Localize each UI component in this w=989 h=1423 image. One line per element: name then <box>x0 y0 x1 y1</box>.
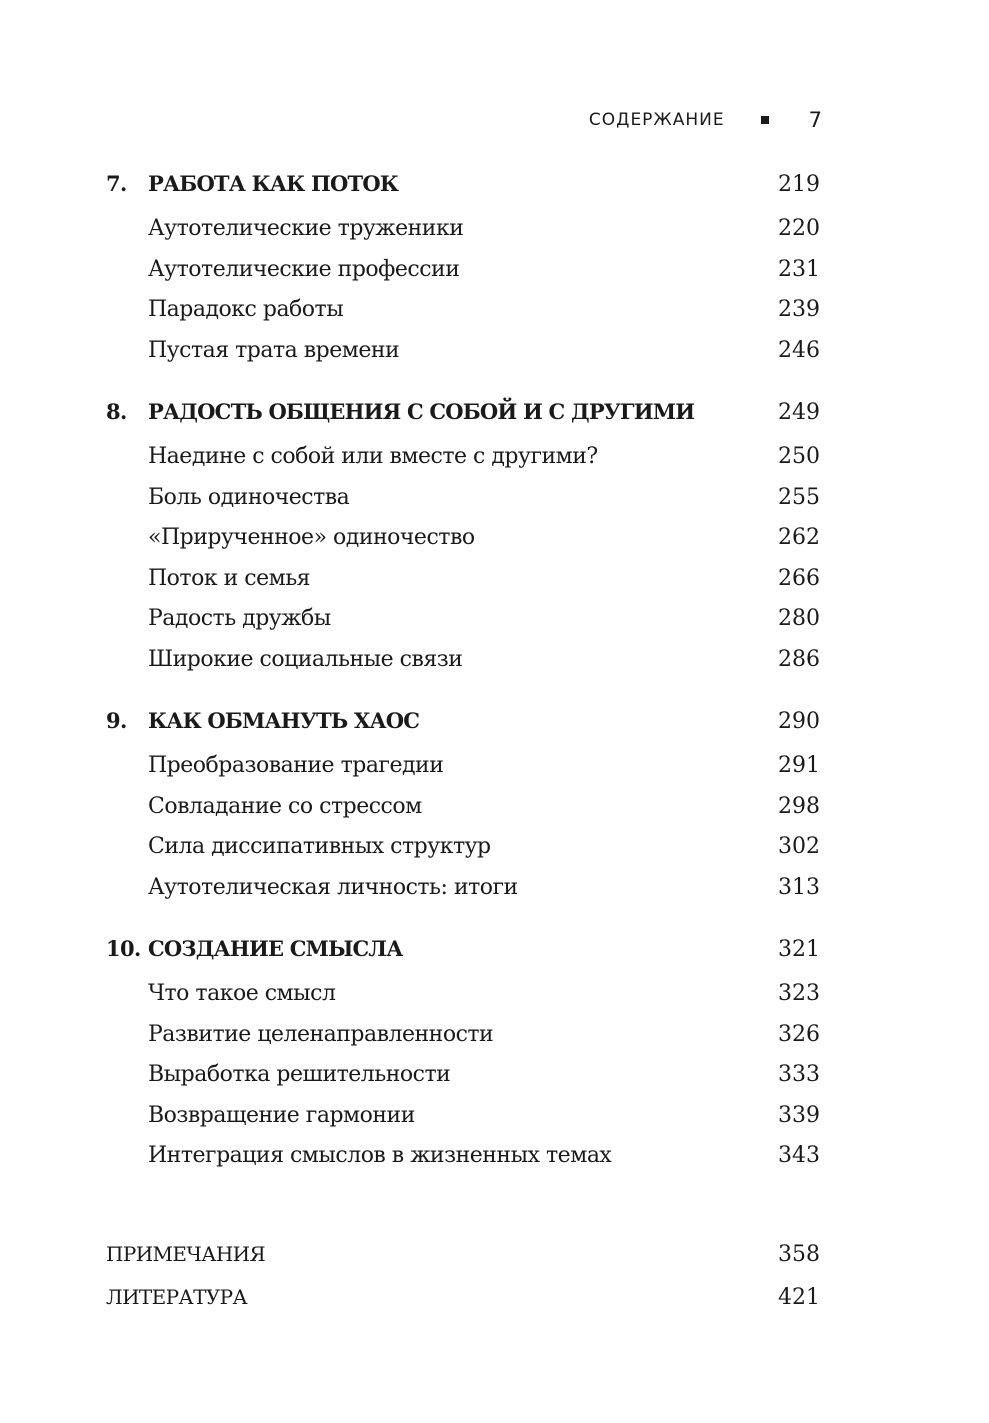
backmatter-title: ПРИМЕЧАНИЯ <box>106 1242 266 1266</box>
toc-section[interactable] <box>106 331 820 372</box>
section-title: Что такое смысл <box>148 981 336 1006</box>
toc-section[interactable] <box>106 1015 820 1056</box>
section-page: 220 <box>778 216 820 241</box>
chapter-heading[interactable] <box>106 394 820 430</box>
backmatter-page: 421 <box>778 1285 820 1310</box>
section-title: Преобразование трагедии <box>148 753 444 778</box>
chapter-10 <box>106 931 820 1177</box>
toc-section[interactable] <box>106 640 820 681</box>
backmatter-bibliography[interactable] <box>106 1276 820 1319</box>
toc-section[interactable] <box>106 250 820 291</box>
section-page: 313 <box>778 874 820 900</box>
section-title: Пустая трата времени <box>148 337 400 363</box>
chapter-heading[interactable] <box>106 166 820 202</box>
table-of-contents <box>106 166 820 1200</box>
chapter-page: 249 <box>778 400 820 425</box>
backmatter <box>106 1233 820 1319</box>
toc-section[interactable] <box>106 746 820 787</box>
toc-section[interactable] <box>106 868 820 909</box>
chapter-title: РАБОТА КАК ПОТОК <box>148 171 399 196</box>
chapter-title: СОЗДАНИЕ СМЫСЛА <box>148 936 403 961</box>
toc-section[interactable] <box>106 827 820 868</box>
section-title: Интеграция смыслов в жизненных темах <box>148 1143 612 1168</box>
backmatter-title: ЛИТЕРАТУРА <box>106 1285 248 1309</box>
section-title: Совладание со стрессом <box>148 793 422 819</box>
chapter-title: КАК ОБМАНУТЬ ХАОС <box>148 708 420 733</box>
chapter-number: 7. <box>106 171 127 196</box>
chapter-page: 290 <box>778 709 820 734</box>
section-page: 246 <box>778 337 820 363</box>
backmatter-notes[interactable] <box>106 1233 820 1276</box>
toc-section[interactable] <box>106 290 820 331</box>
section-title: Выработка решительности <box>148 1062 451 1087</box>
section-page: 255 <box>778 484 820 510</box>
section-title: Аутотелические труженики <box>148 216 464 241</box>
toc-section[interactable] <box>106 518 820 559</box>
toc-section[interactable] <box>106 209 820 250</box>
section-page: 280 <box>778 606 820 631</box>
section-page: 326 <box>778 1021 820 1047</box>
running-title: СОДЕРЖАНИЕ <box>588 110 725 130</box>
section-page: 239 <box>778 297 820 322</box>
backmatter-page: 358 <box>778 1242 820 1267</box>
toc-section[interactable] <box>106 559 820 600</box>
section-page: 339 <box>778 1102 820 1128</box>
section-title: Возвращение гармонии <box>148 1102 415 1128</box>
toc-section[interactable] <box>106 1055 820 1096</box>
section-title: Наедине с собой или вместе с другими? <box>148 444 598 469</box>
section-title: Поток и семья <box>148 565 311 591</box>
section-title: Аутотелические профессии <box>148 256 460 282</box>
section-title: Парадокс работы <box>148 297 344 322</box>
chapter-9 <box>106 703 820 908</box>
section-title: Широкие социальные связи <box>148 646 463 672</box>
toc-section[interactable] <box>106 599 820 640</box>
section-page: 298 <box>778 793 820 819</box>
page-number: 7 <box>808 108 822 132</box>
chapter-page: 219 <box>778 172 820 197</box>
chapter-page: 321 <box>778 937 820 962</box>
section-page: 323 <box>778 981 820 1006</box>
section-page: 231 <box>778 256 820 282</box>
chapter-title: РАДОСТЬ ОБЩЕНИЯ С СОБОЙ И С ДРУГИМИ <box>148 399 695 424</box>
toc-section[interactable] <box>106 1136 820 1177</box>
running-head <box>560 104 822 136</box>
toc-section[interactable] <box>106 437 820 478</box>
section-title: Боль одиночества <box>148 484 350 510</box>
chapter-number: 9. <box>106 708 127 733</box>
section-page: 266 <box>778 565 820 591</box>
section-page: 262 <box>778 525 820 550</box>
section-title: Сила диссипативных структур <box>148 834 491 859</box>
section-page: 291 <box>778 753 820 778</box>
section-page: 302 <box>778 834 820 859</box>
chapter-7 <box>106 166 820 371</box>
toc-section[interactable] <box>106 1096 820 1137</box>
toc-section[interactable] <box>106 787 820 828</box>
chapter-8 <box>106 394 820 680</box>
section-title: Радость дружбы <box>148 606 331 631</box>
toc-section[interactable] <box>106 974 820 1015</box>
section-title: «Прирученное» одиночество <box>148 525 475 550</box>
section-page: 250 <box>778 444 820 469</box>
section-page: 286 <box>778 646 820 672</box>
section-title: Развитие целенаправленности <box>148 1021 494 1047</box>
bullet-separator <box>761 116 769 124</box>
chapter-heading[interactable] <box>106 931 820 967</box>
chapter-heading[interactable] <box>106 703 820 739</box>
chapter-number: 10. <box>106 936 141 961</box>
chapter-number: 8. <box>106 399 127 424</box>
section-page: 333 <box>778 1062 820 1087</box>
toc-section[interactable] <box>106 478 820 519</box>
section-title: Аутотелическая личность: итоги <box>148 874 518 900</box>
section-page: 343 <box>778 1143 820 1168</box>
